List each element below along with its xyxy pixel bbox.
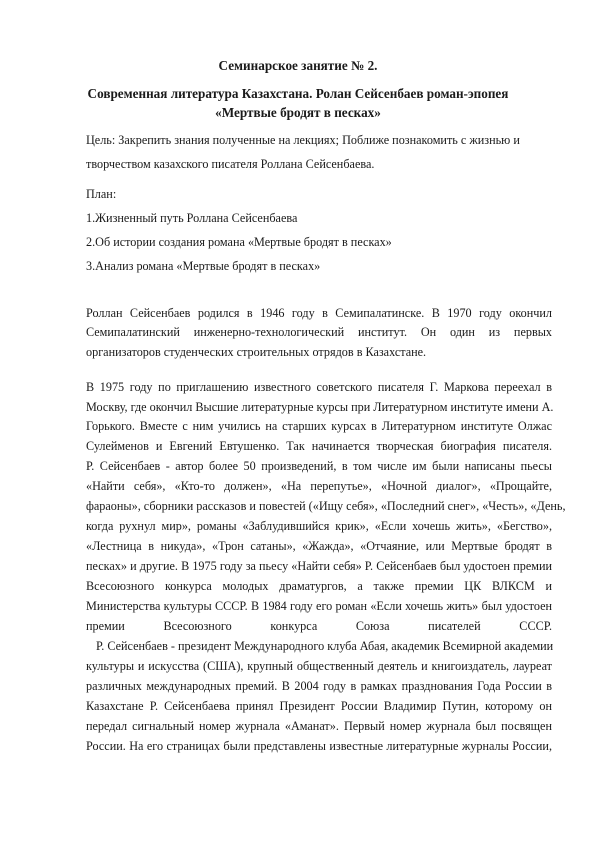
plan-heading: План: <box>86 187 117 201</box>
paragraph-line: Р. Сейсенбаев - президент Международного клуба Абая, академик Всемирной академии <box>96 639 554 653</box>
paragraph-line: культуры и искусства (США), крупный общественный деятель и книгоиздатель, лауреат <box>86 659 552 673</box>
paragraph-line: премии Всесоюзного конкурса Союза писателей СССР. <box>86 619 552 633</box>
goal-line-2: творчеством казахского писателя Роллана Сейсенбаева. <box>86 157 375 171</box>
paragraph-line: организаторов студенческих строительных отрядов в Казахстане. <box>86 345 427 359</box>
paragraph-line: Москву, где окончил Высшие литературные курсы при Литературном институте имени А. <box>86 400 554 414</box>
paragraph-line: Семипалатинский инженерно-технологический институт. Он один из первых <box>86 325 552 339</box>
paragraph-line: Казахстане Р. Сейсенбаева принял Президент России Владимир Путин, которому он <box>86 699 552 713</box>
goal-line-1: Цель: Закрепить знания полученные на лекциях; Поближе познакомить с жизнью и <box>86 133 520 147</box>
plan-item: 2.Об истории создания романа «Мертвые бродят в песках» <box>86 235 392 249</box>
paragraph-line: В 1975 году по приглашению известного советского писателя Г. Маркова переехал в <box>86 380 552 394</box>
paragraph-line: Всесоюзного конкурса молодых драматургов, а также премии ЦК ВЛКСМ и <box>86 579 552 593</box>
topic-title-line-2: «Мертвые бродят в песках» <box>215 105 381 120</box>
paragraph-line: когда рухнул мир», романы «Заблудившийся крик», «Если хочешь жить», «Бегство», <box>86 519 552 533</box>
paragraph-line: Р. Сейсенбаев - автор более 50 произведений, в том числе им были написаны пьесы <box>86 459 552 473</box>
paragraph-line: «Найти себя», «Кто-то должен», «На перепутье», «Ночной диалог», «Прощайте, <box>86 479 552 493</box>
paragraph-line: Сулейменов и Евгений Евтушенко. Так начинается творческая биография писателя. <box>86 439 552 453</box>
plan-item: 1.Жизненный путь Роллана Сейсенбаева <box>86 211 298 225</box>
paragraph-line: фараоны», сборники рассказов и повестей («Ищу себя», «Последний снег», «Честь», «День, <box>86 499 566 513</box>
paragraph-line: Министерства культуры СССР. В 1984 году его роман «Если хочешь жить» был удостоен <box>86 599 552 613</box>
topic-title-line-1: Современная литература Казахстана. Ролан Сейсенбаев роман-эпопея <box>87 86 509 101</box>
paragraph-line: песках» и другие. В 1975 году за пьесу «Найти себя» Р. Сейсенбаев был удостоен премии <box>86 559 552 573</box>
plan-item: 3.Анализ романа «Мертвые бродят в песках» <box>86 259 321 273</box>
paragraph-line: России. На его страницах были представлены известные литературные журналы России, <box>86 739 552 753</box>
paragraph-line: Роллан Сейсенбаев родился в 1946 году в Семипалатинске. В 1970 году окончил <box>86 306 552 320</box>
paragraph-line: «Лестница в никуда», «Трон сатаны», «Жажда», «Отчаяние, или Мертвые бродят в <box>86 539 552 553</box>
paragraph-line: передал сигнальный номер журнала «Аманат». Первый номер журнала был посвящен <box>86 719 552 733</box>
paragraph-line: различных международных премий. В 2004 году в рамках празднования Года России в <box>86 679 552 693</box>
paragraph-line: Горького. Вместе с ним учились на старших курсах в Литературном институте Олжас <box>86 419 552 433</box>
seminar-title: Семинарское занятие № 2. <box>218 58 378 73</box>
